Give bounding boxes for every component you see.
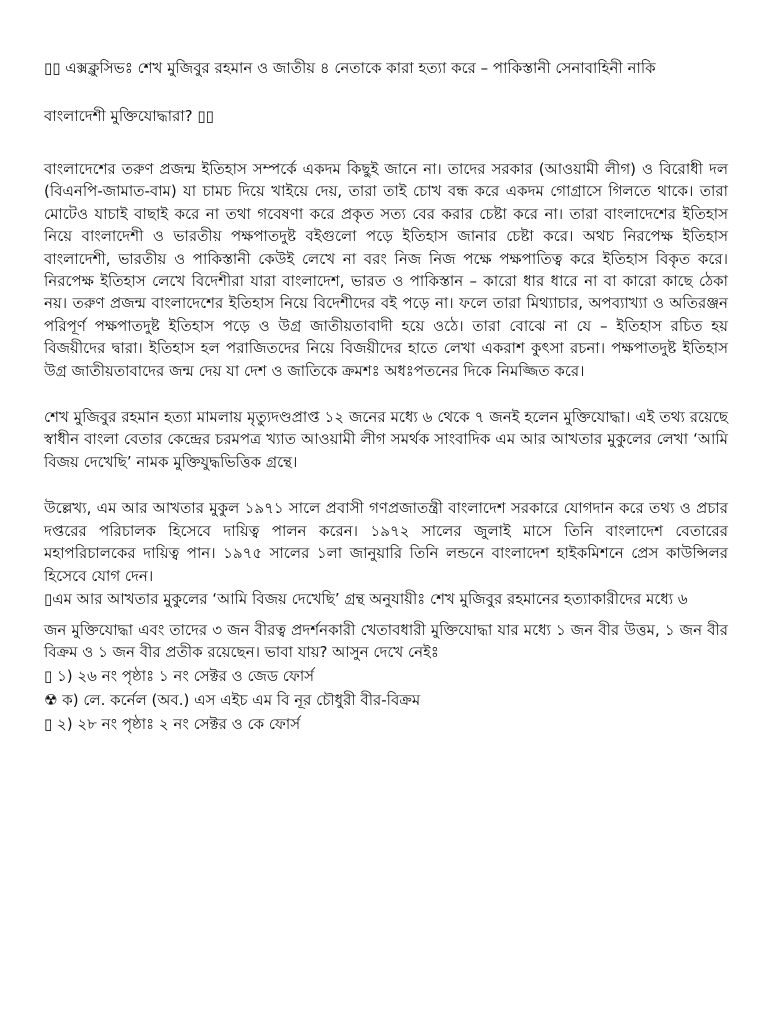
paragraph-history-intro: বাংলাদেশের তরুণ প্রজন্ম ইতিহাস সম্পর্কে একদম কিছুই জানে না। তাদের সরকার (আওয়ামী লীগ) ও বিরোধী দল (বিএনপি-জামাত-বাম) যা চামচ দিয়ে খাইয়ে দেয়, তারা তাই চোখ বন্ধ করে একদম গোগ্রাসে গিলতে থাকে। তারা মোটেও যাচাই বাছাই করে না তথা গবেষণা করে প্রকৃত সত্য বের করার চেষ্টা করে না। তারা বাংলাদেশের ইতিহাস নিয়ে বাংলাদেশী ও ভারতীয় পক্ষপাতদুষ্ট বইগুলো পড়ে ইতিহাস জানার চেষ্টা করে। অথচ নিরপেক্ষ ইতিহাস বাংলাদেশী, ভারতীয় ও পাকিস্তানী কেউই লেখে না বরং নিজ নিজ পক্ষে পক্ষপাতিত্ব করে ইতিহাস বিকৃত করে। নিরপেক্ষ ইতিহাস লেখে বিদেশীরা যারা বাংলাদেশ, ভারত ও পাকিস্তান – কারো ধার ধারে না বা কারো কাছে ঠেকা নয়। তরুণ প্রজন্ম বাংলাদেশের ইতিহাস নিয়ে বিদেশীদের বই পড়ে না। ফলে তারা মিথ্যাচার, অপব্যাখ্যা ও অতিরঞ্জন পরিপূর্ণ পক্ষপাতদুষ্ট ইতিহাস পড়ে ও উগ্র জাতীয়তাবাদী হয়ে ওঠে। তারা বোঝে না যে – ইতিহাস রচিত হয় বিজয়ীদের দ্বারা। ইতিহাস হল পরাজিতদের নিয়ে বিজয়ীদের হাতে লেখা একরাশ কুৎসা রচনা। পক্ষপাতদুষ্ট ইতিহাস উগ্র জাতীয়তাবাদের জন্ম দেয় যা দেশ ও জাতিকে ক্রমশঃ অধঃপতনের দিকে নিমজ্জিত করে। <box>44 160 728 380</box>
document-title-line-1: ▯▯ এক্সক্লুসিভঃ শেখ মুজিবুর রহমান ও জাতীয় ৪ নেতাকে কারা হত্যা করে – পাকিস্তানী সেনাবাহিনী নাকি <box>44 59 656 77</box>
placeholder-glyph-icon: ▯ <box>44 666 53 685</box>
list-item-text: ২) ২৮ নং পৃষ্ঠাঃ ২ নং সেক্টর ও কে ফোর্স <box>52 714 301 733</box>
document-title-line-2: বাংলাদেশী মুক্তিযোদ্ধারা? ▯▯ <box>44 107 214 125</box>
list-item-text: ক) লে. কর্নেল (অব.) এস এইচ এম বি নূর চৌধুরী বীর-বিক্রম <box>57 690 421 709</box>
paragraph-book-reference-rest: জন মুক্তিযোদ্ধা এবং তাদের ৩ জন বীরত্ব প্রদর্শনকারী খেতাবধারী মুক্তিযোদ্ধা যার মধ্যে ১ জন বীর উত্তম, ১ জন বীর বিক্রম ও ১ জন বীর প্রতীক রয়েছেন। ভাবা যায়? আসুন দেখে নেইঃ <box>44 620 728 662</box>
list-item-text: ১) ২৬ নং পৃষ্ঠাঃ ১ নং সেক্টর ও জেড ফোর্স <box>52 666 315 685</box>
list-item-sector-2 <box>44 712 728 736</box>
placeholder-glyph-icon: ▯ <box>44 714 53 733</box>
paragraph-killers-freedom-fighters: শেখ মুজিবুর রহমান হত্যা মামলায় মৃত্যুদণ্ডপ্রাপ্ত ১২ জনের মধ্যে ৬ থেকে ৭ জনই হলেন মুক্তিযোদ্ধা। এই তথ্য রয়েছে স্বাধীন বাংলা বেতার কেন্দ্রের চরমপত্র খ্যাত আওয়ামী লীগ সমর্থক সাংবাদিক এম আর আখতার মুকুলের লেখা ‘আমি বিজয় দেখেছি’ নামক মুক্তিযুদ্ধভিত্তিক গ্রন্থে। <box>44 408 728 471</box>
paragraph-mukul-biography: উল্লেখ্য, এম আর আখতার মুকুল ১৯৭১ সালে প্রবাসী গণপ্রজাতন্ত্রী বাংলাদেশ সরকারে যোগদান করে তথ্য ও প্রচার দপ্তরের পরিচালক হিসেবে দায়িত্ব পালন করেন। ১৯৭২ সালের জুলাই মাসে তিনি বাংলাদেশ বেতারের মহাপরিচালকের দায়িত্ব পান। ১৯৭৫ সালের ১লা জানুয়ারি তিনি লন্ডনে বাংলাদেশ হাইকমিশনে প্রেস কাউন্সিলর হিসেবে যোগ দেন। <box>44 499 728 585</box>
list-item-noor-chowdhury <box>44 688 728 712</box>
document-page <box>44 56 728 736</box>
radioactive-icon: ☢ <box>44 690 58 709</box>
list-item-sector-1 <box>44 664 728 688</box>
paragraph-book-reference-line-1: ▯এম আর আখতার মুকুলের ‘আমি বিজয় দেখেছি’ গ্রন্থ অনুযায়ীঃ শেখ মুজিবুর রহমানের হত্যাকারীদের মধ্যে ৬ <box>44 589 688 608</box>
